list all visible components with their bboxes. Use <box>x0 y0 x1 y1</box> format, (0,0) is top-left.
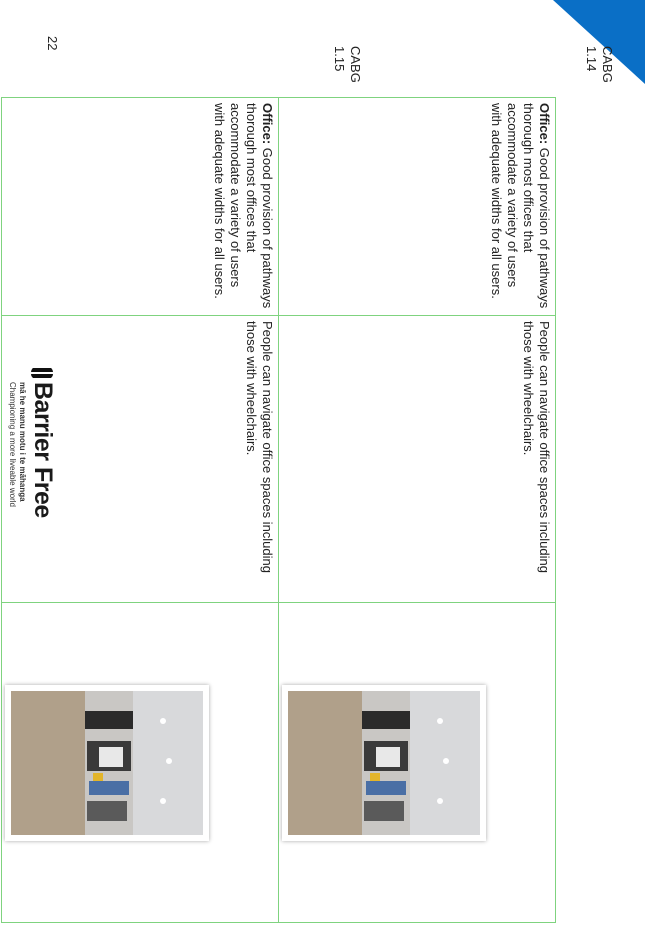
row-id-code: CABG <box>348 46 363 83</box>
office-photo <box>5 685 209 841</box>
row-id-code: CABG <box>600 46 615 83</box>
row-id <box>331 46 363 83</box>
office-photo-image <box>288 691 480 835</box>
row-id-number: 1.14 <box>584 46 599 72</box>
row-id-number: 1.15 <box>332 46 347 72</box>
finding-label: Office: <box>537 103 552 145</box>
barrier-free-logo <box>3 368 63 538</box>
outcome-text: People can navigate office spaces including those with wheelchairs. <box>521 321 552 573</box>
finding-cell <box>2 98 279 316</box>
page-number: 22 <box>45 36 60 51</box>
row-id <box>583 46 615 83</box>
office-photo-image <box>11 691 203 835</box>
finding-cell <box>279 98 556 316</box>
outcome-text: People can navigate office spaces including those with wheelchairs. <box>244 321 275 573</box>
logo-maori-line: mā he manu motu i te māhanga <box>18 382 27 502</box>
finding-label: Office: <box>260 103 275 145</box>
logo-tagline: Championing a more liveable world <box>8 382 17 507</box>
finding-text: Good provision of pathways thorough most offices that accommodate a variety of users with adequate widths for all users. <box>212 103 275 309</box>
finding-text: Good provision of pathways thorough most offices that accommodate a variety of users with adequate widths for all users. <box>489 103 552 309</box>
logo-mark-icon <box>31 368 53 378</box>
table-row <box>279 98 556 923</box>
office-photo <box>282 685 486 841</box>
outcome-cell <box>279 316 556 603</box>
photo-cell <box>279 603 556 923</box>
logo-brand: Barrier Free <box>29 382 57 518</box>
photo-cell <box>2 603 279 923</box>
findings-table <box>1 97 556 923</box>
